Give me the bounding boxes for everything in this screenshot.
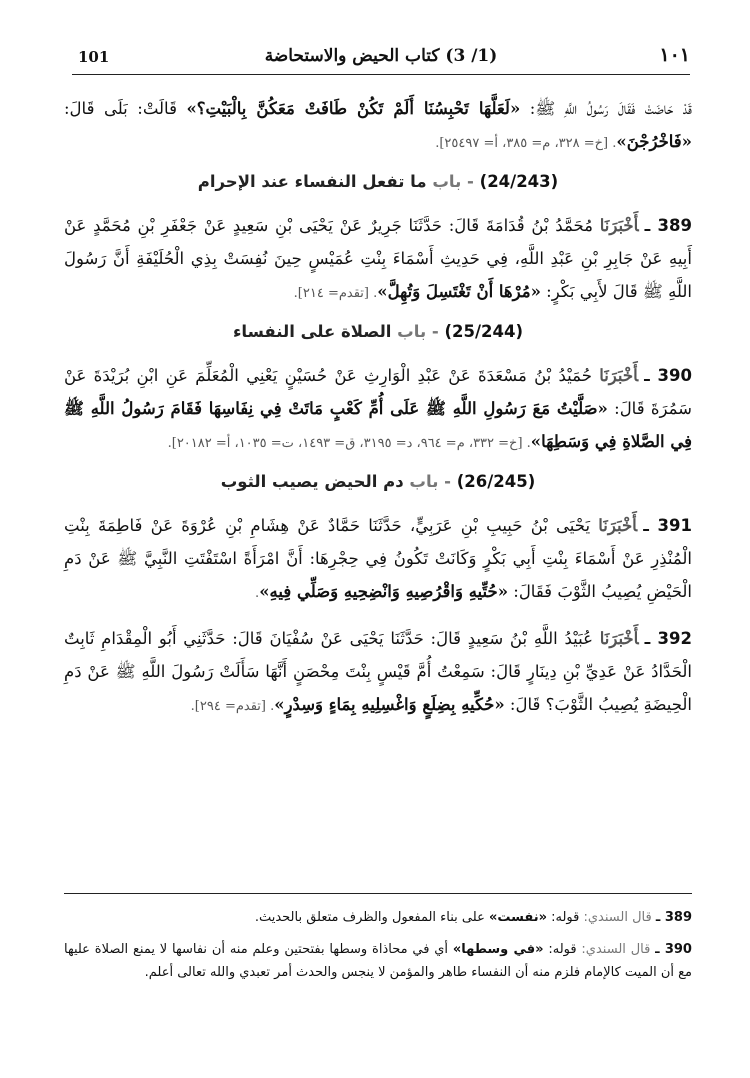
prophetic-quote: «حُكِّيهِ بِضِلَعٍ وَاغْسِلِيهِ بِمَاءٍ وَسِدْرٍ» — [274, 695, 505, 714]
chapter-number: (25/244) — [444, 322, 524, 341]
hadith-text: عُبَيْدُ اللَّهِ بْنُ سَعِيدٍ قَالَ: حَدَّثَنَا يَحْيَى عَنْ سُفْيَانَ قَالَ: حَدَّثَنِي أَبُو الْمِقْدَامِ ثَابِتٌ الْحَدَّادُ عَنْ عَدِيِّ بْنِ دِينَارٍ قَالَ: سَمِعْتُ أُمَّ قَيْسٍ بِنْتَ مِحْصَنٍ أَنَّهَا سَأَلَتْ رَسُولَ اللَّهِ ﷺ عَنْ دَمِ الْحِيضَةِ يُصِيبُ الثَّوْبَ؟ قَالَ: — [64, 629, 692, 714]
page-header — [72, 44, 690, 75]
prophetic-quote-2: «فَاخْرُجْنَ» — [616, 132, 692, 151]
footnote-389 — [64, 906, 692, 929]
hadith-text: يَحْيَى بْنُ حَبِيبِ بْنِ عَرَبِيٍّ، حَدَّثَنَا حَمَّادٌ عَنْ هِشَامِ بْنِ عُرْوَةَ عَنْ فَاطِمَةَ بِنْتِ الْمُنْذِرِ عَنْ أَسْمَاءَ بِنْتِ أَبِي بَكْرٍ وَكَانَتْ تَكُونُ فِي حِجْرِهَا: أَنَّ امْرَأَةً اسْتَفْتَتِ النَّبِيَّ ﷺ عَنْ دَمِ الْحَيْضِ يُصِيبُ الثَّوْبَ فَقَالَ: — [64, 516, 692, 601]
hadith-number: 392 ـ — [644, 629, 692, 648]
footnote-keyword: «نفست» — [488, 910, 547, 925]
chapter-number: (24/243) — [479, 172, 559, 191]
footnote-keyword: «في وسطها» — [452, 942, 544, 957]
chapter-bab: - باب — [397, 322, 439, 341]
continuation-text-2: قَالَتْ: بَلَى قَالَ: — [64, 99, 187, 118]
hadith-text: حُمَيْدُ بْنُ مَسْعَدَةَ عَنْ عَبْدِ الْوَارِثِ عَنْ حُسَيْنٍ يَعْنِي الْمُعَلِّمَ عَنِ ابْنِ بُرَيْدَةَ عَنْ سَمُرَةَ قَالَ: — [64, 366, 692, 418]
akhbarana-word: أَخْبَرَنَا — [599, 366, 639, 385]
running-title: (1/ 3) كتاب الحيض والاستحاضة — [264, 46, 498, 66]
chapter-title: ما تفعل النفساء عند الإحرام — [197, 172, 427, 191]
akhbarana-word: أَخْبَرَنَا — [599, 629, 639, 648]
hadith-391 — [64, 509, 692, 610]
footnote-text: على بناء المفعول والظرف متعلق بالحديث. — [254, 910, 489, 925]
hadith-text: مُحَمَّدُ بْنُ قُدَامَةَ قَالَ: حَدَّثَنَا جَرِيرٌ عَنْ يَحْيَى بْنِ سَعِيدٍ عَنْ جَعْفَرِ بْنِ مُحَمَّدٍ عَنْ أَبِيهِ عَنْ جَابِرِ بْنِ عَبْدِ اللَّهِ، فِي حَدِيثِ أَسْمَاءَ بِنْتِ عُمَيْسٍ حِينَ نُفِسَتْ بِذِي الْحُلَيْفَةِ أَنَّ رَسُولَ اللَّهِ ﷺ قَالَ لأَبِي بَكْرٍ: — [64, 216, 692, 301]
footnote-number: 390 ـ — [655, 942, 692, 957]
footnotes — [64, 906, 692, 993]
chapter-number: (26/245) — [456, 472, 536, 491]
footnote-pre: قوله: — [543, 942, 582, 957]
chapter-heading-245 — [64, 472, 692, 491]
hadith-389 — [64, 209, 692, 310]
page-number-latin: 101 — [78, 48, 110, 66]
footnote-label: قال السندي: — [583, 910, 652, 925]
hadith-reference: . [خ= ٣٣٢، م= ٩٦٤، د= ٣١٩٥، ق= ١٤٩٣، ت= ١٠٣٥، أ= ٢٠١٨٢]. — [167, 436, 531, 451]
footnote-390 — [64, 938, 692, 984]
chapter-bab: - باب — [409, 472, 451, 491]
prophetic-quote: «مُرْهَا أَنْ تَغْتَسِلَ وَتُهِلَّ» — [377, 282, 541, 301]
chapter-heading-243 — [64, 172, 692, 191]
footnote-number: 389 ـ — [655, 910, 692, 925]
page-number-arabic: ١٠١ — [659, 44, 690, 66]
hadith-390 — [64, 359, 692, 460]
akhbarana-word: أَخْبَرَنَا — [598, 516, 638, 535]
footnote-divider — [64, 893, 692, 894]
hadith-reference: . [خ= ٣٢٨، م= ٣٨٥، أ= ٢٥٤٩٧]. — [435, 136, 617, 151]
akhbarana-word: أَخْبَرَنَا — [599, 216, 639, 235]
hadith-number: 391 ـ — [643, 516, 692, 535]
hadith-reference: . — [255, 586, 260, 601]
page-body — [64, 92, 692, 735]
footnote-pre: قوله: — [546, 910, 584, 925]
hadith-reference: . [تقدم= ٢١٤]. — [293, 286, 378, 301]
footnote-text: أي في محاذاة وسطها بفتحتين وعلم منه أن نفاسها لا يمنع الصلاة عليها مع أن الميت كالإمام فلزم منه أن النفساء طاهر والمؤمن لا ينجس والحدث أمر تعبدي والله تعالى أعلم. — [64, 942, 692, 980]
prophetic-quote: «حُتِّيهِ وَاقْرُصِيهِ وَانْضِحِيهِ وَصَلِّي فِيهِ» — [259, 582, 509, 601]
chapter-title: دم الحيض يصيب الثوب — [220, 472, 404, 491]
footnote-label: قال السندي: — [581, 942, 651, 957]
continuation-paragraph — [64, 92, 692, 160]
hadith-392 — [64, 622, 692, 723]
chapter-bab: - باب — [432, 172, 474, 191]
chapter-heading-244 — [64, 322, 692, 341]
prophetic-quote: «صَلَّيْتُ مَعَ رَسُولِ اللَّهِ ﷺ عَلَى أُمِّ كَعْبٍ مَاتَتْ فِي نِفَاسِهَا فَقَامَ رَسُولُ اللَّهِ ﷺ فِي الصَّلاةِ فِي وَسَطِهَا» — [64, 399, 692, 451]
chapter-title: الصلاة على النفساء — [232, 322, 392, 341]
continuation-text: قَدْ حَاضَتْ فَقَالَ رَسُولُ اللَّهِ ﷺ: — [520, 99, 692, 118]
prophetic-quote: «لَعَلَّهَا تَحْبِسُنَا أَلَمْ تَكُنْ طَافَتْ مَعَكُنَّ بِالْبَيْتِ؟» — [186, 99, 521, 118]
hadith-number: 390 ـ — [644, 366, 692, 385]
hadith-reference: . [تقدم= ٢٩٤]. — [190, 699, 275, 714]
hadith-number: 389 ـ — [644, 216, 692, 235]
